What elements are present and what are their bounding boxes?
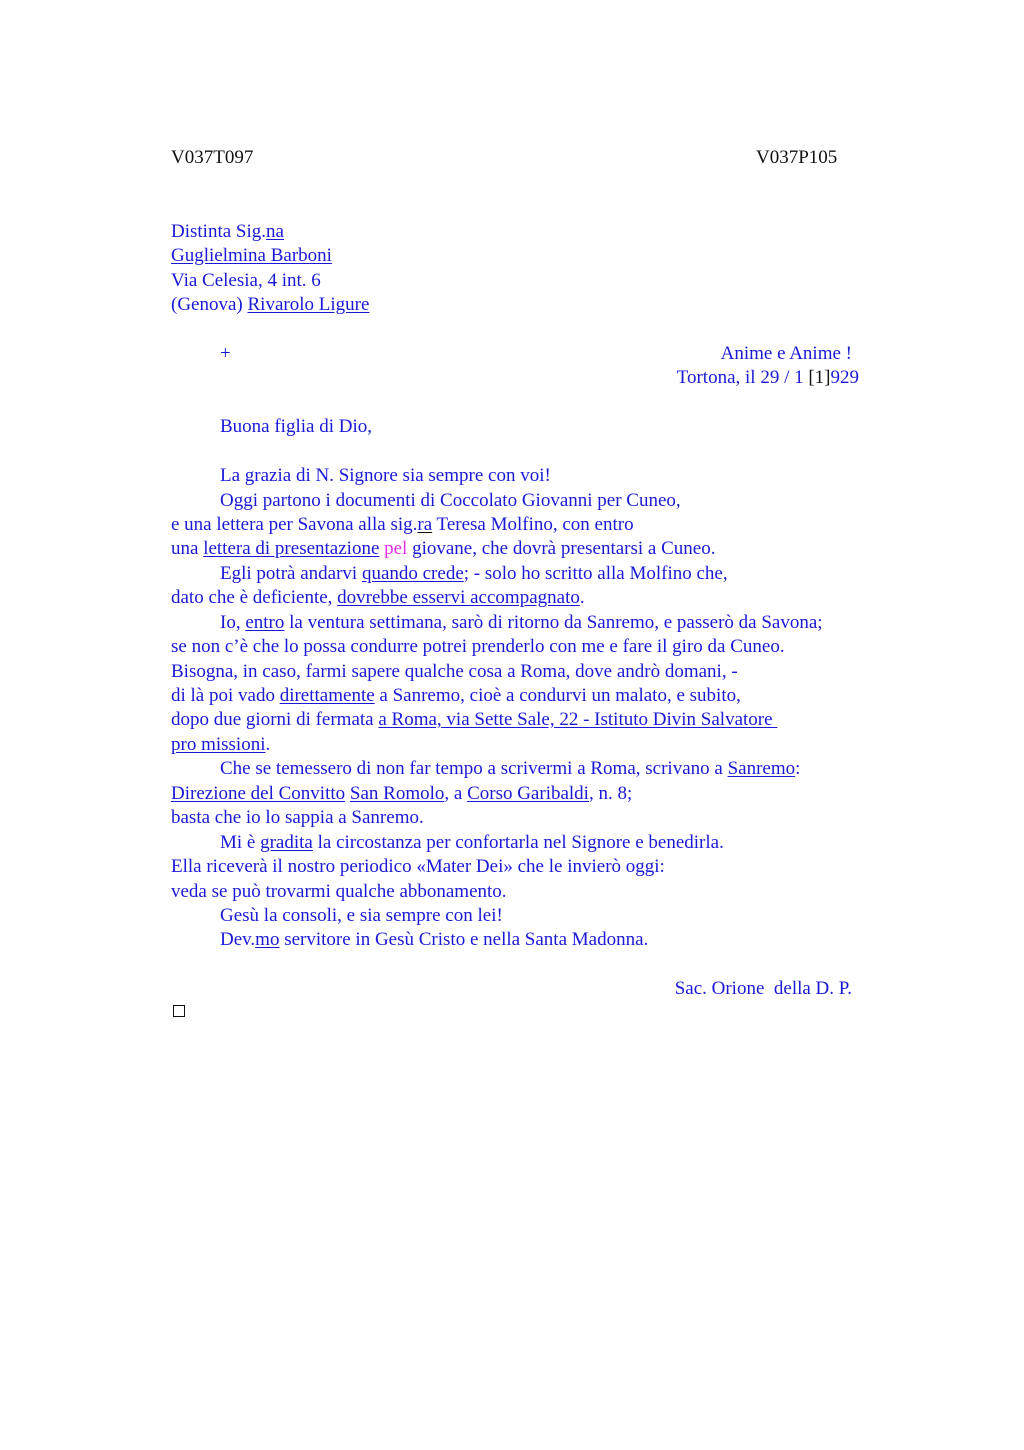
body-line: La grazia di N. Signore sia sempre con voi! (220, 465, 551, 486)
underlined-phrase: dovrebbe esservi accompagnato (337, 587, 580, 608)
address-line-1 (171, 220, 284, 244)
text-span: Che se temessero di non far tempo a scrivermi a Roma, scrivano a (220, 758, 728, 779)
underlined-phrase: Direzione del Convitto (171, 783, 346, 804)
body-line: Gesù la consoli, e sia sempre con lei! (220, 905, 503, 926)
motto: Anime e Anime ! (720, 343, 852, 364)
text-span: Io, (220, 612, 246, 633)
cross-symbol: + (220, 343, 231, 364)
text-span: . (579, 587, 585, 608)
body-line (220, 611, 823, 635)
highlighted-word: pel (384, 538, 408, 559)
text-span: Teresa Molfino, con entro (432, 514, 634, 535)
underlined-phrase: a Roma, via Sette Sale, 22 - Istituto Divin Salvatore (378, 709, 778, 730)
body-line (171, 537, 715, 561)
text-span: dato che è deficiente, (171, 587, 338, 608)
underlined-phrase: gradita (260, 832, 313, 853)
text-span: a Sanremo, cioè a condurvi un malato, e subito, (374, 685, 741, 706)
text-span: Dev. (220, 929, 256, 950)
address-title: Distinta Sig. (171, 221, 267, 242)
date-editorial-bracket: [1] (808, 367, 831, 388)
body-line: Bisogna, in caso, farmi sapere qualche cosa a Roma, dove andrò domani, - (171, 661, 738, 682)
text-span: Mi è (220, 832, 261, 853)
recipient-name: Guglielmina Barboni (171, 245, 332, 266)
body-line (171, 733, 270, 757)
body-line (171, 513, 634, 537)
text-span: la circostanza per confortarla nel Signore e benedirla. (312, 832, 724, 853)
underlined-phrase: entro (245, 612, 285, 633)
text-span: , n. 8; (588, 783, 633, 804)
salutation: Buona figlia di Dio, (220, 416, 372, 437)
body-line (220, 928, 648, 952)
address-town: Rivarolo Ligure (247, 294, 370, 315)
text-span: dopo due giorni di fermata (171, 709, 379, 730)
address-line-3: Via Celesia, 4 int. 6 (171, 270, 321, 291)
empty-square-icon (173, 1005, 185, 1017)
address-line-2 (171, 244, 332, 268)
address-province: (Genova) (171, 294, 248, 315)
text-span: servitore in Gesù Cristo e nella Santa Madonna. (279, 929, 649, 950)
underlined-phrase: pro missioni (171, 734, 266, 755)
document-code-left: V037T097 (171, 147, 254, 168)
document-code-right: V037P105 (756, 147, 838, 168)
underlined-abbrev: ra (417, 514, 433, 535)
date-place: Tortona, il 29 / 1 (676, 367, 809, 388)
text-span: Egli potrà andarvi (220, 563, 362, 584)
underlined-phrase: lettera di presentazione (203, 538, 380, 559)
body-line (171, 586, 585, 610)
body-line: Ella riceverà il nostro periodico «Mater Dei» che le invierò oggi: (171, 856, 665, 877)
signature: Sac. Orione della D. P. (674, 978, 852, 999)
text-span: , a (444, 783, 468, 804)
body-line (220, 757, 800, 781)
body-line (220, 562, 728, 586)
text-span: e una lettera per Savona alla sig. (171, 514, 418, 535)
underlined-phrase: San Romolo (349, 783, 445, 804)
address-line-4 (171, 293, 369, 317)
body-line (171, 782, 632, 806)
underlined-phrase: Sanremo (727, 758, 796, 779)
body-line: se non c’è che lo possa condurre potrei prenderlo con me e fare il giro da Cuneo. (171, 636, 785, 657)
text-span: la ventura settimana, sarò di ritorno da Sanremo, e passerò da Savona; (284, 612, 823, 633)
body-line (171, 708, 777, 732)
text-span: : (795, 758, 801, 779)
body-line: basta che io lo sappia a Sanremo. (171, 807, 424, 828)
date-year: 929 (830, 367, 859, 388)
underlined-phrase: quando crede (361, 563, 464, 584)
address-title-abbrev: na (266, 221, 284, 242)
text-span: di là poi vado (171, 685, 280, 706)
body-line (171, 684, 741, 708)
text-span: una (171, 538, 204, 559)
underlined-phrase: direttamente (279, 685, 375, 706)
body-line: veda se può trovarmi qualche abbonamento. (171, 881, 507, 902)
underlined-abbrev: mo (255, 929, 280, 950)
date-line (677, 366, 859, 390)
underlined-phrase: Corso Garibaldi (467, 783, 589, 804)
body-line: Oggi partono i documenti di Coccolato Giovanni per Cuneo, (220, 490, 681, 511)
text-span: . (265, 734, 271, 755)
body-line (220, 831, 724, 855)
text-span: ; - solo ho scritto alla Molfino che, (463, 563, 728, 584)
text-span: giovane, che dovrà presentarsi a Cuneo. (407, 538, 716, 559)
